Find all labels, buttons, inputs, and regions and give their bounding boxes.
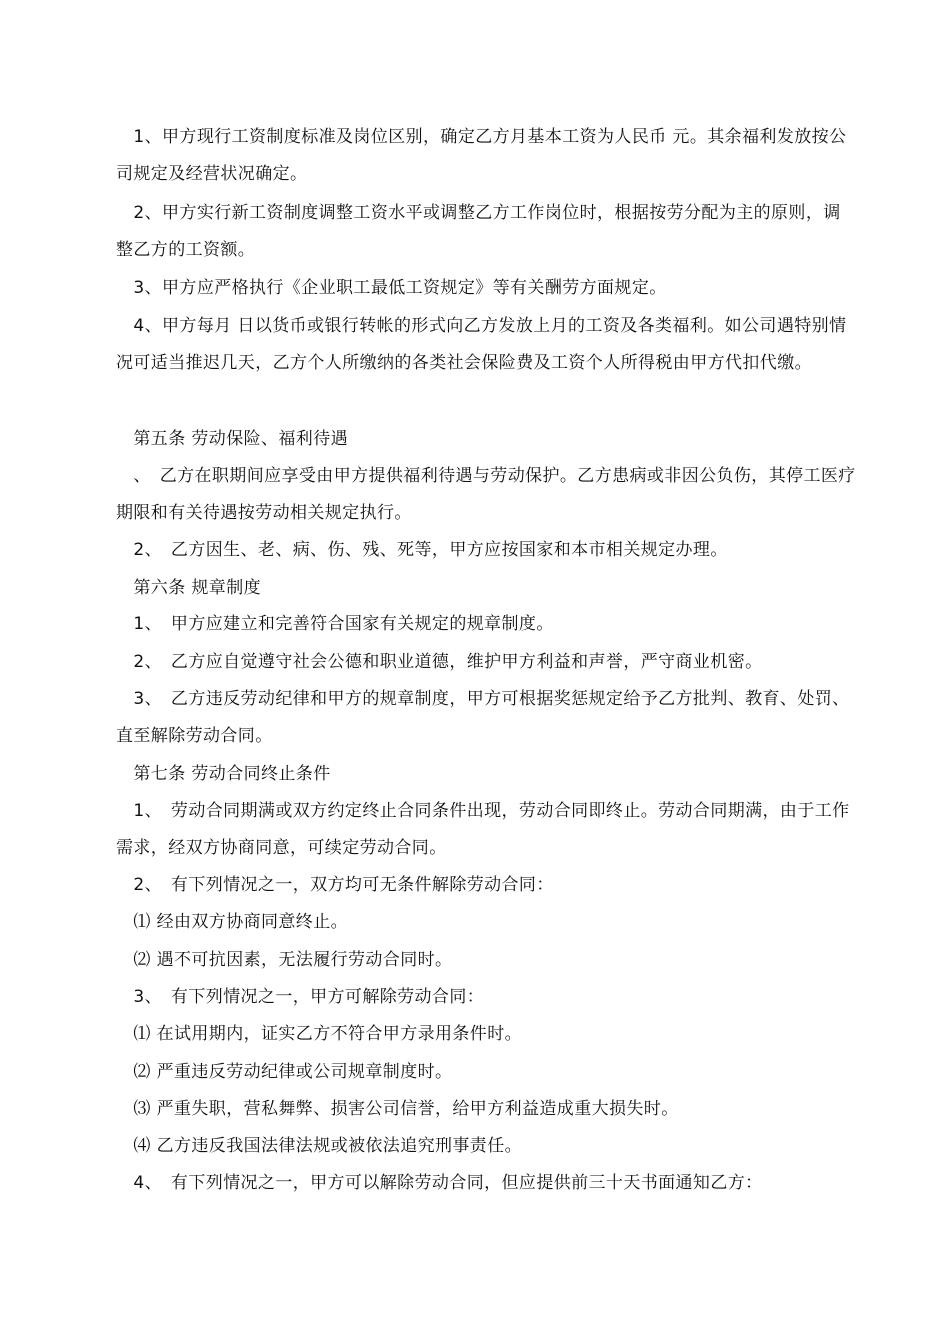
paragraph-rules-compliance: 2、 乙方应自觉遵守社会公德和职业道德，维护甲方利益和声誉，严守商业机密。: [116, 652, 763, 672]
paragraph-minimum-wage: 3、甲方应严格执行《企业职工最低工资规定》等有关酬劳方面规定。: [116, 278, 667, 298]
list-item-employer-4: ⑷ 乙方违反我国法律法规或被依法追究刑事责任。: [116, 1136, 523, 1156]
list-item-mutual-2: ⑵ 遇不可抗因素，无法履行劳动合同时。: [116, 950, 453, 970]
section-heading-article-7: 第七条 劳动合同终止条件: [116, 764, 331, 784]
list-item-employer-2: ⑵ 严重违反劳动纪律或公司规章制度时。: [116, 1062, 453, 1082]
paragraph-wage-standard: 1、甲方现行工资制度标准及岗位区别，确定乙方月基本工资为人民币 元。其余福利发放按公司规定及经营状况确定。: [116, 127, 847, 184]
paragraph-rules-violation: 3、 乙方违反劳动纪律和甲方的规章制度，甲方可根据奖惩规定给予乙方批判、教育、处罚、直至解除劳动合同。: [116, 689, 850, 746]
paragraph-notice-termination: 4、 有下列情况之一，甲方可以解除劳动合同，但应提供前三十天书面通知乙方：: [116, 1173, 763, 1193]
list-item-employer-1: ⑴ 在试用期内，证实乙方不符合甲方录用条件时。: [116, 1024, 523, 1044]
paragraph-welfare-protection: 、 乙方在职期间应享受由甲方提供福利待遇与劳动保护。乙方患病或非因公负伤，其停工医疗期限和有关待遇按劳动相关规定执行。: [116, 466, 856, 523]
list-item-employer-3: ⑶ 严重失职，营私舞弊、损害公司信誉，给甲方利益造成重大损失时。: [116, 1099, 679, 1119]
list-item-mutual-1: ⑴ 经由双方协商同意终止。: [116, 912, 349, 932]
paragraph-contract-expiry: 1、 劳动合同期满或双方约定终止合同条件出现，劳动合同即终止。劳动合同期满，由于工作需求，经双方协商同意，可续定劳动合同。: [116, 801, 850, 858]
paragraph-mutual-termination: 2、 有下列情况之一，双方均可无条件解除劳动合同：: [116, 875, 554, 895]
paragraph-payment-schedule: 4、甲方每月 日以货币或银行转帐的形式向乙方发放上月的工资及各类福利。如公司遇特别情况可适当推迟几天，乙方个人所缴纳的各类社会保险费及工资个人所得税由甲方代扣代缴。: [116, 316, 847, 373]
section-heading-article-6: 第六条 规章制度: [116, 578, 262, 598]
paragraph-rules-establish: 1、 甲方应建立和完善符合国家有关规定的规章制度。: [116, 614, 554, 634]
paragraph-wage-adjustment: 2、甲方实行新工资制度调整工资水平或调整乙方工作岗位时，根据按劳分配为主的原则，调整乙方的工资额。: [116, 203, 841, 260]
section-heading-article-5: 第五条 劳动保险、福利待遇: [116, 429, 349, 449]
paragraph-employer-termination: 3、 有下列情况之一，甲方可解除劳动合同：: [116, 987, 485, 1007]
paragraph-national-rules: 2、 乙方因生、老、病、伤、残、死等，甲方应按国家和本市相关规定办理。: [116, 540, 728, 560]
